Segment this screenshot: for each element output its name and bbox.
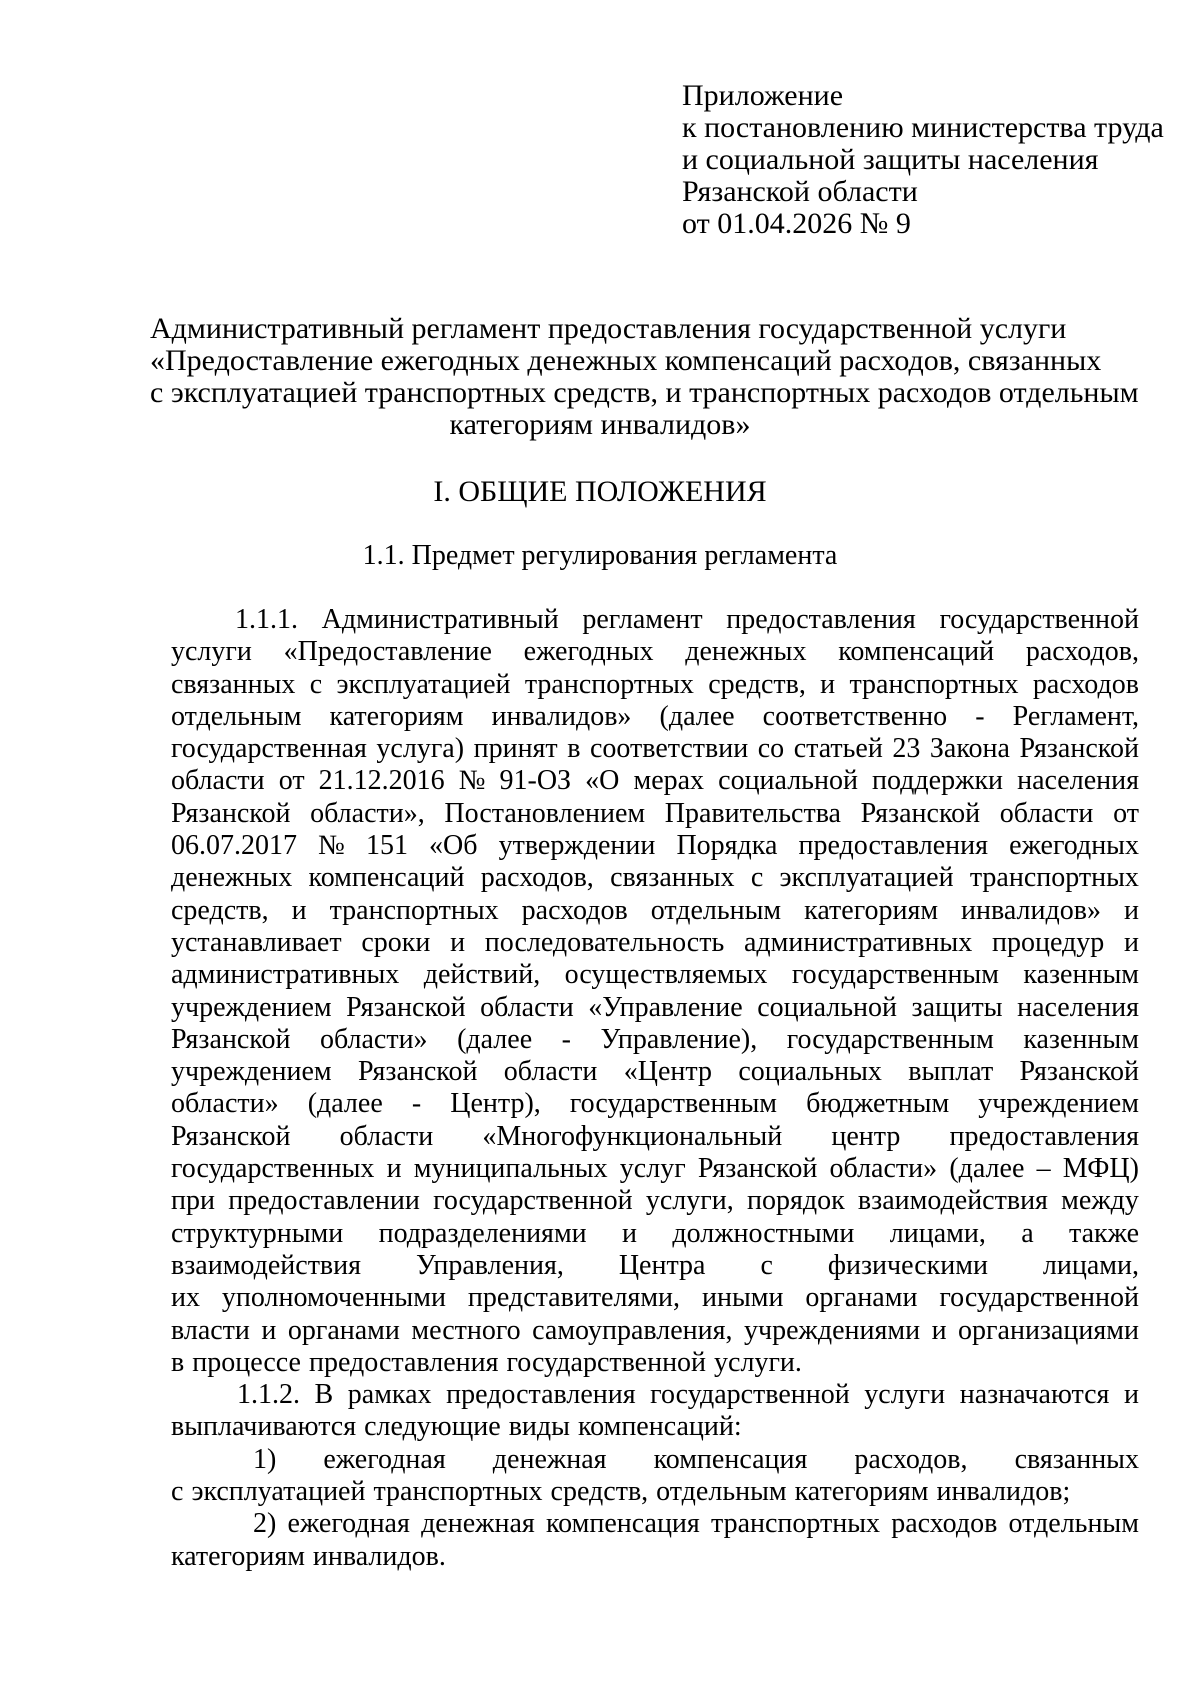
word: предоставления: [308, 1346, 499, 1378]
word: мерах: [633, 765, 705, 797]
word: процедур: [991, 926, 1105, 958]
word: социальной: [757, 991, 897, 1023]
paragraph-line: [171, 1153, 1139, 1185]
word: категориям: [794, 1476, 929, 1508]
word: учреждением: [171, 991, 332, 1023]
word: и: [386, 1153, 402, 1185]
paragraph-line: [171, 830, 1139, 862]
word: со: [757, 733, 785, 765]
word: (далее: [307, 1088, 383, 1120]
paragraph-line: [171, 1379, 1139, 1411]
word: и: [931, 1314, 947, 1346]
title-line: «Предоставление ежегодных денежных компенсаций расходов, связанных: [150, 344, 1102, 377]
word: связанных: [1014, 1443, 1139, 1475]
word: лицами,: [1042, 1249, 1139, 1281]
word: услуги.: [714, 1346, 802, 1378]
word: бюджетным: [806, 1088, 950, 1120]
word: категориям: [171, 1540, 305, 1572]
word: виды: [508, 1411, 570, 1443]
word: социальной: [718, 765, 858, 797]
word: средств,: [550, 1476, 649, 1508]
word: государственной: [650, 1379, 850, 1411]
word: категориям: [804, 894, 939, 926]
word: ежегодных: [523, 636, 654, 668]
word: -: [411, 1088, 422, 1120]
word: казенным: [1023, 959, 1139, 991]
word: –: [1036, 1153, 1051, 1185]
appendix-date-number: от 01.04.2026 № 9: [682, 207, 911, 240]
word: сроки: [361, 926, 431, 958]
word: компенсаций: [308, 862, 465, 894]
word: области»,: [310, 797, 425, 829]
word: государственной: [506, 1346, 707, 1378]
word: компенсаций:: [577, 1411, 742, 1443]
word: при: [171, 1185, 215, 1217]
paragraph-line: [171, 1476, 1139, 1508]
word: представителями,: [467, 1282, 681, 1314]
title-line: с эксплуатацией транспортных средств, и транспортных расходов отдельным: [150, 376, 1139, 409]
word: местного: [411, 1314, 521, 1346]
title-line: Административный регламент предоставления государственной услуги: [150, 312, 1067, 345]
word: инвалидов»: [961, 894, 1101, 926]
word: Постановлением: [444, 797, 646, 829]
word: в: [171, 1346, 185, 1378]
word: центр: [831, 1120, 901, 1152]
word: муниципальных: [413, 1153, 608, 1185]
word: ежегодных: [1009, 830, 1139, 862]
paragraph-line: [171, 1024, 1139, 1056]
word: государственным: [786, 1023, 994, 1055]
paragraph-line: [171, 765, 1139, 797]
word: области: [480, 991, 574, 1023]
word: эксплуатацией: [779, 862, 954, 894]
word: Рязанской: [171, 797, 291, 829]
word: государственных: [171, 1153, 375, 1185]
word: услуги,: [645, 1185, 734, 1217]
subsection-heading: 1.1. Предмет регулирования регламента: [362, 540, 838, 571]
word: расходов,: [1025, 636, 1139, 668]
word: услуги: [864, 1379, 946, 1411]
word: области: [339, 1120, 434, 1152]
paragraph-line: [171, 1218, 1139, 1250]
title-line: категориям инвалидов»: [449, 408, 751, 441]
word: Рязанской: [358, 1056, 478, 1088]
word: 23: [892, 733, 921, 765]
paragraph-line: [171, 1056, 1139, 1088]
paragraph-p111: [171, 604, 1139, 1379]
appendix-line: Рязанской области: [682, 175, 918, 208]
word: эксплуатацией: [191, 1476, 366, 1508]
word: государственной: [433, 1185, 633, 1217]
word: с: [760, 1249, 773, 1281]
word: органами: [805, 1282, 918, 1314]
word: статьей: [793, 733, 883, 765]
paragraph-line: [171, 701, 1139, 733]
word: Рязанской: [171, 1120, 291, 1152]
document-title: [150, 312, 1139, 441]
word: административных: [171, 959, 400, 991]
word: Рязанской: [1019, 1056, 1139, 1088]
word: поддержки: [872, 765, 1004, 797]
word: населения: [1017, 765, 1139, 797]
word: предоставления: [798, 830, 989, 862]
word: государственным: [569, 1088, 777, 1120]
word: связанных: [610, 862, 735, 894]
word: услуги: [171, 636, 252, 668]
word: -: [561, 1023, 571, 1055]
paragraph-line: [171, 798, 1139, 830]
word: следующие: [364, 1411, 501, 1443]
word: инвалидов;: [936, 1476, 1071, 1508]
word: 1.1.2.: [237, 1379, 300, 1411]
word: средств,: [708, 668, 806, 700]
word: расходов,: [854, 1443, 968, 1475]
word: услуг: [619, 1153, 686, 1185]
word: осуществляемых: [564, 959, 768, 991]
word: и: [1123, 1379, 1139, 1411]
word: процессе: [192, 1346, 301, 1378]
word: 2): [253, 1508, 277, 1540]
word: Рязанской: [171, 1023, 291, 1055]
word: и: [1123, 926, 1139, 958]
word: денежная: [492, 1443, 607, 1475]
word: государственным: [791, 959, 999, 991]
word: 06.07.2017: [171, 830, 297, 862]
word: назначаются: [959, 1379, 1110, 1411]
word: отдельным: [1008, 1508, 1139, 1540]
paragraph-line: [171, 992, 1139, 1024]
word: с: [171, 1476, 184, 1508]
word: их: [171, 1282, 200, 1314]
paragraph-line: [171, 604, 1139, 636]
word: последовательность: [484, 926, 725, 958]
word: транспортных: [710, 1508, 881, 1540]
word: В: [314, 1379, 334, 1411]
word: от: [1113, 797, 1139, 829]
word: в: [567, 733, 581, 765]
word: эксплуатацией: [336, 668, 511, 700]
appendix-block: [682, 80, 1164, 240]
word: -: [975, 700, 985, 732]
word: и: [291, 894, 307, 926]
word: регламент: [582, 604, 703, 635]
word: взаимодействия: [857, 1185, 1048, 1217]
word: области: [171, 765, 265, 797]
word: инвалидов»: [491, 700, 632, 732]
paragraph-line: [171, 927, 1139, 959]
word: «Об: [429, 830, 478, 862]
word: физическими: [827, 1249, 988, 1281]
word: учреждением: [171, 1056, 332, 1088]
word: населения: [1017, 991, 1139, 1023]
word: области»: [319, 1023, 428, 1055]
word: выплат: [908, 1056, 994, 1088]
word: рамках: [347, 1379, 432, 1411]
paragraph-line: [171, 636, 1139, 668]
word: транспортных: [524, 668, 694, 700]
word: области: [503, 1056, 598, 1088]
word: структурными: [171, 1217, 344, 1249]
word: предоставлении: [228, 1185, 420, 1217]
word: социальных: [738, 1056, 882, 1088]
word: денежных: [685, 636, 807, 668]
paragraph-p112: [171, 1379, 1139, 1444]
word: транспортных: [969, 862, 1139, 894]
word: отдельным: [656, 1476, 787, 1508]
paragraph-line: [171, 1444, 1139, 1476]
word: предоставления: [949, 1120, 1139, 1152]
paragraph-item1: [171, 1444, 1139, 1509]
word: 91-ОЗ: [499, 765, 572, 797]
word: ежегодная: [323, 1443, 446, 1475]
paragraph-line: [171, 1282, 1139, 1314]
word: лицами,: [889, 1217, 986, 1249]
word: государственная: [171, 733, 367, 765]
word: между: [1061, 1185, 1139, 1217]
paragraph-line: [171, 1508, 1139, 1540]
word: области: [999, 797, 1094, 829]
document-body: [171, 604, 1139, 1573]
word: денежная: [421, 1508, 535, 1540]
word: выплачиваются: [171, 1411, 357, 1443]
word: Рязанской: [346, 991, 466, 1023]
paragraph-line: [171, 1541, 1139, 1573]
word: МФЦ): [1062, 1153, 1139, 1185]
word: государственной: [939, 604, 1139, 635]
word: 21.12.2016: [318, 765, 445, 797]
word: и: [261, 1314, 277, 1346]
word: «Предоставление: [283, 636, 492, 668]
paragraph-line: [171, 1347, 1139, 1379]
word: Центр),: [450, 1088, 541, 1120]
word: самоуправления,: [532, 1314, 733, 1346]
word: порядок: [746, 1185, 845, 1217]
word: «Многофункциональный: [482, 1120, 783, 1152]
paragraph-line: [171, 1088, 1139, 1120]
word: устанавливает: [171, 926, 342, 958]
word: «Центр: [623, 1056, 712, 1088]
paragraph-line: [171, 669, 1139, 701]
word: и: [820, 668, 836, 700]
word: предоставления: [446, 1379, 636, 1411]
word: «Управление: [588, 991, 743, 1023]
word: должностными: [672, 1217, 855, 1249]
word: принят: [473, 733, 558, 765]
word: транспортных: [329, 894, 499, 926]
word: учреждением: [978, 1088, 1139, 1120]
paragraph-line: [171, 1411, 1139, 1443]
appendix-line: и социальной защиты населения: [682, 143, 1099, 176]
word: инвалидов.: [312, 1540, 446, 1572]
paragraph-line: [171, 862, 1139, 894]
word: расходов: [891, 1508, 998, 1540]
word: и: [622, 1217, 637, 1249]
word: Регламент,: [1012, 700, 1139, 732]
paragraph-line: [171, 1185, 1139, 1217]
word: расходов: [1032, 668, 1139, 700]
word: категориям: [329, 700, 464, 732]
word: также: [1068, 1217, 1139, 1249]
word: Административный: [321, 604, 559, 635]
word: утверждении: [498, 830, 656, 862]
word: компенсаций: [838, 636, 995, 668]
word: денежных: [171, 862, 293, 894]
word: государственной: [939, 1282, 1139, 1314]
word: Закона: [929, 733, 1010, 765]
paragraph-line: [171, 895, 1139, 927]
word: соответствии: [589, 733, 749, 765]
word: (далее: [659, 700, 735, 732]
paragraph-line: [171, 1250, 1139, 1282]
word: учреждениями: [744, 1314, 921, 1346]
word: с: [309, 668, 323, 700]
word: подразделениями: [378, 1217, 587, 1249]
word: Управление),: [600, 1023, 758, 1055]
paragraph-item2: [171, 1508, 1139, 1573]
word: расходов: [521, 894, 628, 926]
word: «О: [585, 765, 620, 797]
appendix-line: Приложение: [682, 79, 844, 112]
word: услуга): [376, 733, 465, 765]
section-heading: I. ОБЩИЕ ПОЛОЖЕНИЯ: [433, 475, 767, 508]
paragraph-line: [171, 1315, 1139, 1347]
word: власти: [171, 1314, 250, 1346]
appendix-line: к постановлению министерства труда: [682, 111, 1164, 144]
word: компенсация: [545, 1508, 700, 1540]
word: транспортных: [849, 668, 1019, 700]
word: казенным: [1023, 1023, 1139, 1055]
word: (далее: [457, 1023, 533, 1055]
word: предоставления: [726, 604, 916, 635]
word: соответственно: [762, 700, 948, 732]
word: и: [450, 926, 466, 958]
word: органами: [287, 1314, 400, 1346]
word: (далее: [949, 1153, 1025, 1185]
word: Рязанской: [1019, 733, 1139, 765]
word: от: [278, 765, 305, 797]
word: Правительства: [664, 797, 841, 829]
word: расходов,: [480, 862, 594, 894]
word: 151: [365, 830, 408, 862]
word: а: [1021, 1217, 1034, 1249]
word: административных: [743, 926, 973, 958]
word: средств,: [171, 894, 269, 926]
word: с: [750, 862, 764, 894]
word: иными: [701, 1282, 784, 1314]
word: организациями: [958, 1314, 1139, 1346]
word: Центра: [618, 1249, 706, 1281]
word: транспортных: [373, 1476, 543, 1508]
word: уполномоченными: [221, 1282, 446, 1314]
word: области»: [829, 1153, 938, 1185]
word: 1.1.1.: [235, 604, 298, 635]
paragraph-line: [171, 733, 1139, 765]
word: отдельным: [650, 894, 782, 926]
paragraph-line: [171, 959, 1139, 991]
word: 1): [253, 1443, 277, 1475]
word: отдельным: [171, 700, 302, 732]
word: №: [318, 830, 345, 862]
word: Рязанской: [860, 797, 981, 829]
word: защиты: [911, 991, 1003, 1023]
word: области»: [171, 1088, 279, 1120]
word: связанных: [171, 668, 296, 700]
word: Порядка: [676, 830, 778, 862]
word: взаимодействия: [171, 1249, 362, 1281]
word: №: [458, 765, 486, 797]
word: и: [1123, 894, 1139, 926]
word: действий,: [423, 959, 541, 991]
word: ежегодная: [287, 1508, 410, 1540]
word: Рязанской: [697, 1153, 818, 1185]
paragraph-line: [171, 1121, 1139, 1153]
word: компенсация: [653, 1443, 808, 1475]
word: Управления,: [415, 1249, 564, 1281]
